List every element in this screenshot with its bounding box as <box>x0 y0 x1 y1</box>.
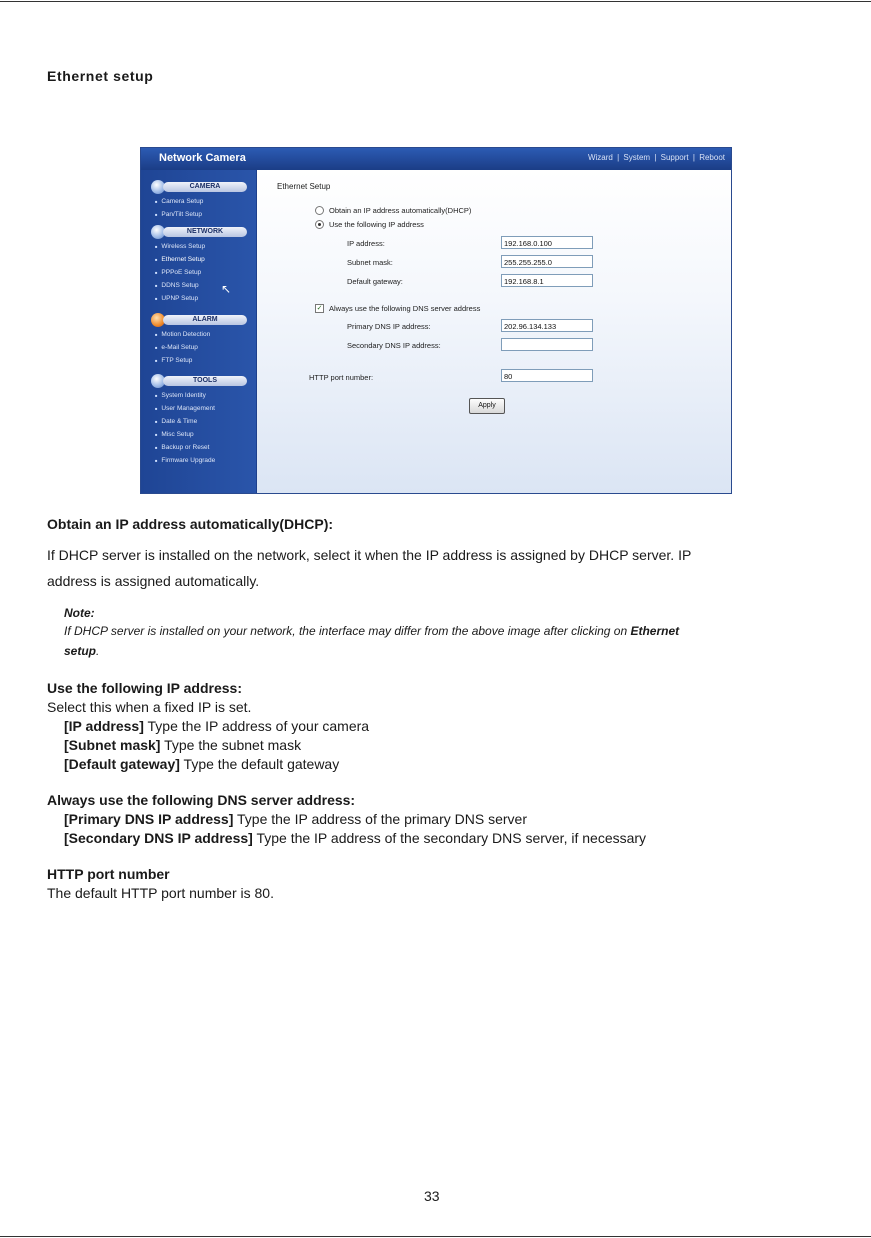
sidebar-group-label: CAMERA <box>163 182 247 192</box>
term-description: Type the IP address of your camera <box>143 718 370 734</box>
ip-address-description <box>64 718 369 735</box>
sidebar-item-pan-tilt-setup[interactable]: ■ Pan/Tilt Setup <box>155 211 202 218</box>
mouse-cursor-icon: ↖ <box>221 282 232 296</box>
term-description: Type the subnet mask <box>160 737 302 753</box>
apply-button[interactable]: Apply <box>469 398 505 414</box>
note-label: Note: <box>64 606 95 620</box>
default-gateway-label: Default gateway: <box>347 277 403 286</box>
sidebar-group-tools[interactable] <box>151 374 239 388</box>
note-text-line: If DHCP server is installed on your network, the interface may differ from the above image after clicking on <box>64 624 631 638</box>
http-port-description: The default HTTP port number is 80. <box>47 885 274 901</box>
sidebar-item-date-time[interactable]: ■ Date & Time <box>155 418 197 425</box>
ip-address-label: IP address: <box>347 239 385 248</box>
primary-dns-label: Primary DNS IP address: <box>347 322 431 331</box>
http-port-heading: HTTP port number <box>47 866 170 882</box>
reboot-link[interactable]: Reboot <box>699 153 725 162</box>
page-number: 33 <box>424 1188 440 1204</box>
fixed-ip-radio[interactable] <box>315 220 324 229</box>
primary-dns-description <box>64 811 527 828</box>
header-link-separator: | <box>654 153 657 162</box>
fixed-ip-option-label: Use the following IP address <box>329 220 424 229</box>
network-camera-screenshot <box>140 147 732 494</box>
sidebar-group-label: ALARM <box>163 315 247 325</box>
ip-address-input[interactable]: 192.168.0.100 <box>501 236 593 249</box>
sidebar-item-wireless-setup[interactable]: ■ Wireless Setup <box>155 243 205 250</box>
secondary-dns-label: Secondary DNS IP address: <box>347 341 441 350</box>
term-description: Type the IP address of the secondary DNS server, if necessary <box>252 830 647 846</box>
header-link-separator: | <box>617 153 620 162</box>
default-gateway-input[interactable]: 192.168.8.1 <box>501 274 593 287</box>
sidebar-group-label: TOOLS <box>163 376 247 386</box>
ethernet-setup-form <box>257 170 731 493</box>
note-period: . <box>96 644 100 658</box>
subnet-mask-input[interactable]: 255.255.255.0 <box>501 255 593 268</box>
dhcp-heading: Obtain an IP address automatically(DHCP): <box>47 516 334 532</box>
sidebar-item-ddns-setup[interactable]: ■ DDNS Setup <box>155 282 199 289</box>
sidebar <box>141 170 256 493</box>
screenshot-header <box>141 148 731 170</box>
sidebar-item-user-management[interactable]: ■ User Management <box>155 405 215 412</box>
secondary-dns-description <box>64 830 646 847</box>
note-emphasis: setup <box>64 644 97 658</box>
dns-option-label: Always use the following DNS server address <box>329 304 481 313</box>
fixed-ip-heading: Use the following IP address: <box>47 680 243 696</box>
wizard-link[interactable]: Wizard <box>587 153 613 162</box>
screenshot-title: Network Camera <box>159 152 246 164</box>
sidebar-item-backup-reset[interactable]: ■ Backup or Reset <box>155 444 209 451</box>
sidebar-item-misc-setup[interactable]: ■ Misc Setup <box>155 431 194 438</box>
sidebar-item-motion-detection[interactable]: ■ Motion Detection <box>155 331 210 338</box>
term-description: Type the default gateway <box>179 756 340 772</box>
bottom-rule <box>0 1236 871 1237</box>
sidebar-group-label: NETWORK <box>163 227 247 237</box>
http-port-input[interactable]: 80 <box>501 369 593 382</box>
support-link[interactable]: Support <box>660 153 689 162</box>
sidebar-item-firmware-upgrade[interactable]: ■ Firmware Upgrade <box>155 457 215 464</box>
primary-dns-input[interactable]: 202.96.134.133 <box>501 319 593 332</box>
subnet-mask-label: Subnet mask: <box>347 258 393 267</box>
note-text <box>64 624 679 638</box>
secondary-dns-input[interactable] <box>501 338 593 351</box>
dhcp-radio[interactable] <box>315 206 324 215</box>
dhcp-option-label: Obtain an IP address automatically(DHCP) <box>329 206 472 215</box>
term: [IP address] <box>64 718 144 734</box>
subnet-mask-description <box>64 737 301 754</box>
system-link[interactable]: System <box>623 153 651 162</box>
sidebar-item-upnp-setup[interactable]: ■ UPNP Setup <box>155 295 198 302</box>
sidebar-item-system-identity[interactable]: ■ System Identity <box>155 392 206 399</box>
dhcp-description-line: If DHCP server is installed on the network, select it when the IP address is assigned by DHCP server. IP <box>47 547 692 563</box>
header-link-separator: | <box>692 153 695 162</box>
sidebar-item-ftp-setup[interactable]: ■ FTP Setup <box>155 357 192 364</box>
term: [Subnet mask] <box>64 737 161 753</box>
sidebar-item-camera-setup[interactable]: ■ Camera Setup <box>155 198 203 205</box>
term-description: Type the IP address of the primary DNS server <box>233 811 527 827</box>
header-links <box>586 153 725 162</box>
fixed-ip-intro: Select this when a fixed IP is set. <box>47 699 252 715</box>
note-emphasis: Ethernet <box>630 624 680 638</box>
sidebar-item-ethernet-setup[interactable]: ■ Ethernet Setup <box>155 256 205 263</box>
sidebar-item-pppoe-setup[interactable]: ■ PPPoE Setup <box>155 269 201 276</box>
top-rule <box>0 1 871 2</box>
dns-checkbox[interactable]: ✓ <box>316 305 323 312</box>
note-text-end <box>64 644 99 658</box>
term: [Primary DNS IP address] <box>64 811 234 827</box>
sidebar-group-camera[interactable] <box>151 180 239 194</box>
dhcp-description-line: address is assigned automatically. <box>47 573 260 589</box>
section-title: Ethernet setup <box>47 68 154 84</box>
term: [Default gateway] <box>64 756 180 772</box>
sidebar-group-network[interactable] <box>151 225 239 239</box>
form-heading: Ethernet Setup <box>277 182 331 191</box>
term: [Secondary DNS IP address] <box>64 830 253 846</box>
dns-heading: Always use the following DNS server address: <box>47 792 356 808</box>
http-port-label: HTTP port number: <box>309 373 374 382</box>
sidebar-group-alarm[interactable] <box>151 313 239 327</box>
default-gateway-description <box>64 756 339 773</box>
sidebar-item-email-setup[interactable]: ■ e-Mail Setup <box>155 344 198 351</box>
